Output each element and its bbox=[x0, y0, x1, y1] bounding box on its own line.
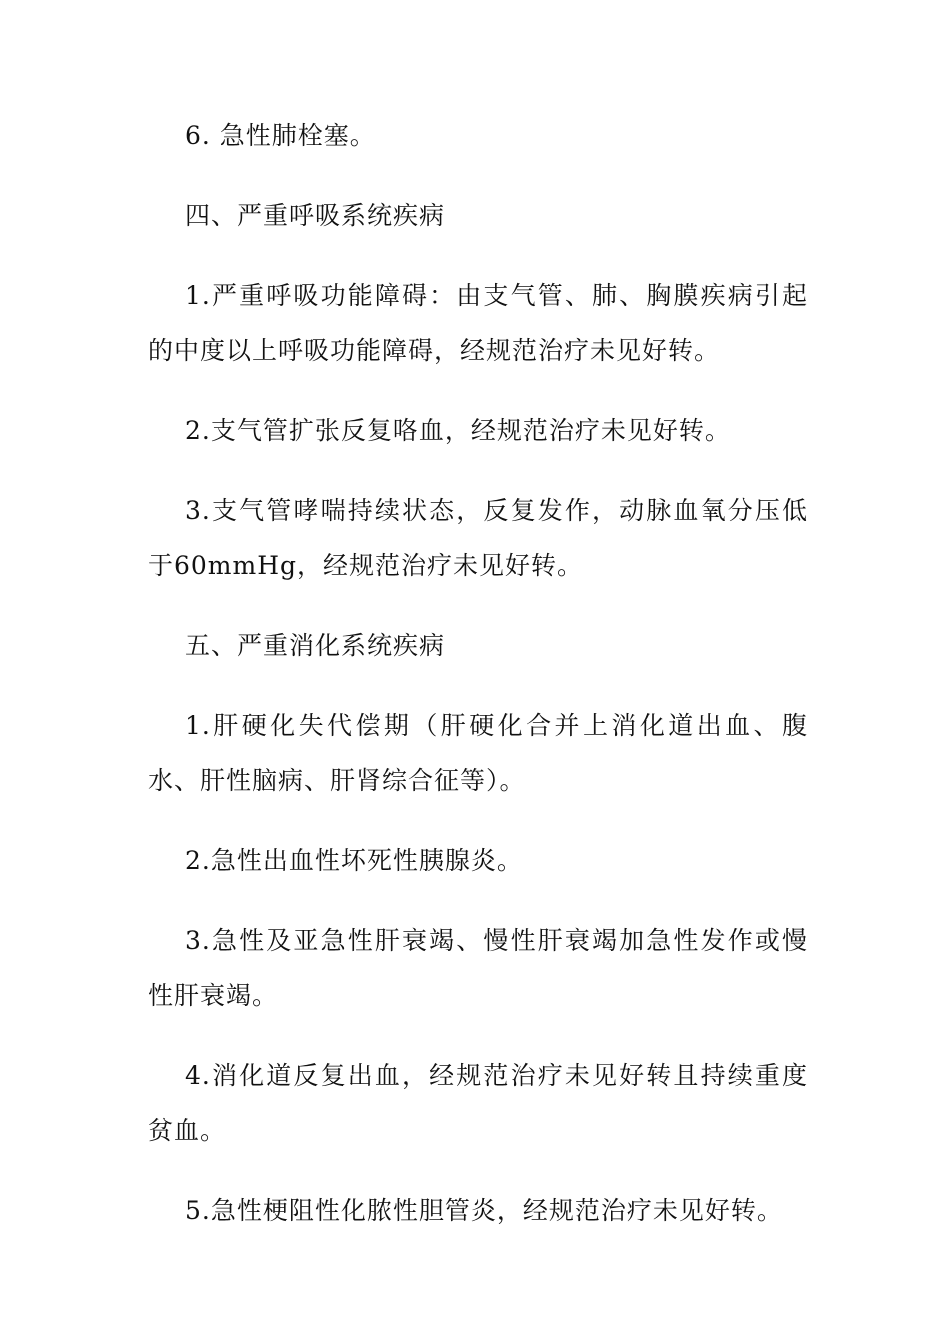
list-item-respiratory-dysfunction: 1.严重呼吸功能障碍：由支气管、肺、胸膜疾病引起的中度以上呼吸功能障碍，经规范治疗未见好转。 bbox=[148, 281, 808, 365]
document-body bbox=[148, 108, 808, 1263]
list-item-bronchiectasis: 2.支气管扩张反复咯血，经规范治疗未见好转。 bbox=[185, 416, 731, 445]
section-heading-respiratory: 四、严重呼吸系统疾病 bbox=[185, 201, 446, 230]
list-item-cholangitis: 5.急性梗阻性化脓性胆管炎，经规范治疗未见好转。 bbox=[185, 1196, 783, 1225]
list-item-status-asthmaticus: 3.支气管哮喘持续状态，反复发作，动脉血氧分压低于60mmHg，经规范治疗未见好转。 bbox=[148, 496, 808, 580]
section-heading-digestive: 五、严重消化系统疾病 bbox=[185, 631, 446, 660]
list-item-liver-failure: 3.急性及亚急性肝衰竭、慢性肝衰竭加急性发作或慢性肝衰竭。 bbox=[148, 926, 808, 1010]
list-item-necrotizing-pancreatitis: 2.急性出血性坏死性胰腺炎。 bbox=[185, 846, 523, 875]
list-item-decompensated-cirrhosis: 1.肝硬化失代偿期（肝硬化合并上消化道出血、腹水、肝性脑病、肝肾综合征等）。 bbox=[148, 711, 808, 795]
list-item-gi-bleeding: 4.消化道反复出血，经规范治疗未见好转且持续重度贫血。 bbox=[148, 1061, 808, 1145]
list-item-acute-pulmonary-embolism: 6. 急性肺栓塞。 bbox=[185, 121, 376, 150]
